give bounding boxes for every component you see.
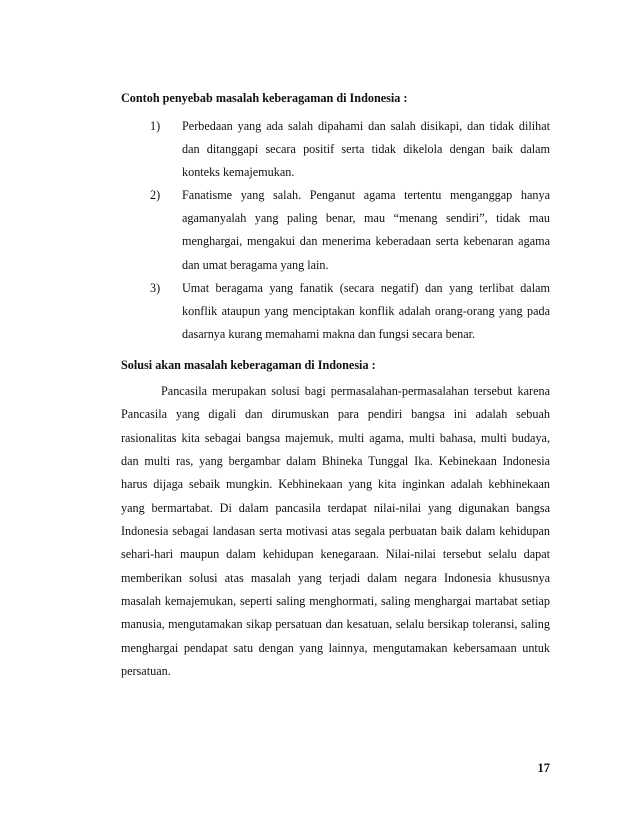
list-item-number: 3) <box>150 280 161 295</box>
list-item <box>150 115 550 184</box>
causes-list <box>150 115 550 346</box>
solutions-paragraph: Pancasila merupakan solusi bagi permasalahan-permasalahan tersebut karena Pancasila yang digali dan dirumuskan para pendiri bangsa ini adalah sebuah rasionalitas kita sebagai bangsa majemuk, multi agama, multi bahasa, multi budaya, dan multi ras, yang bergambar dalam Bhineka Tunggal Ika. Kebinekaan Indonesia harus dijaga sebaik mungkin. Kebhinekaan yang kita inginkan adalah kebhinekaan yang bermartabat. Di dalam pancasila terdapat nilai-nilai yang digunakan bangsa Indonesia sebagai landasan serta motivasi atas segala perbuatan baik dalam kehidupan sehari-hari maupun dalam kehidupan kenegaraan. Nilai-nilai tersebut selalu dapat memberikan solusi atas masalah yang terjadi dalam negara Indonesia khususnya masalah kemajemukan, seperti saling menghormati, saling menghargai martabat setiap manusia, mengutamakan sikap persatuan dan kesatuan, selalu bersikap toleransi, saling menghargai pendapat satu dengan yang lainnya, mengutamakan kebersamaan untuk persatuan. <box>121 384 550 679</box>
solutions-heading: Solusi akan masalah keberagaman di Indonesia : <box>121 358 376 372</box>
page-number: 17 <box>537 761 550 775</box>
list-item-number: 1) <box>150 119 161 133</box>
list-item <box>150 184 550 276</box>
list-item-text: Fanatisme yang salah. Penganut agama tertentu menganggap hanya agamanyalah yang paling benar, mau “menang sendiri”, tidak mau menghargai, mengakui dan menerima keberadaan serta kebenaran agama dan umat beragama yang lain. <box>182 188 550 272</box>
causes-heading: Contoh penyebab masalah keberagaman di Indonesia : <box>121 91 408 105</box>
list-item-text: Perbedaan yang ada salah dipahami dan salah disikapi, dan tidak dilihat dan ditanggapi secara positif serta tidak dikelola dengan baik dalam konteks kemajemukan. <box>182 119 550 180</box>
list-item-number: 2) <box>150 188 161 203</box>
list-item-text: Umat beragama yang fanatik (secara negatif) dan yang terlibat dalam konflik ataupun yang menciptakan konflik adalah orang-orang yang pada dasarnya kurang memahami makna dan fungsi secara benar. <box>182 280 550 341</box>
list-item <box>150 277 550 346</box>
